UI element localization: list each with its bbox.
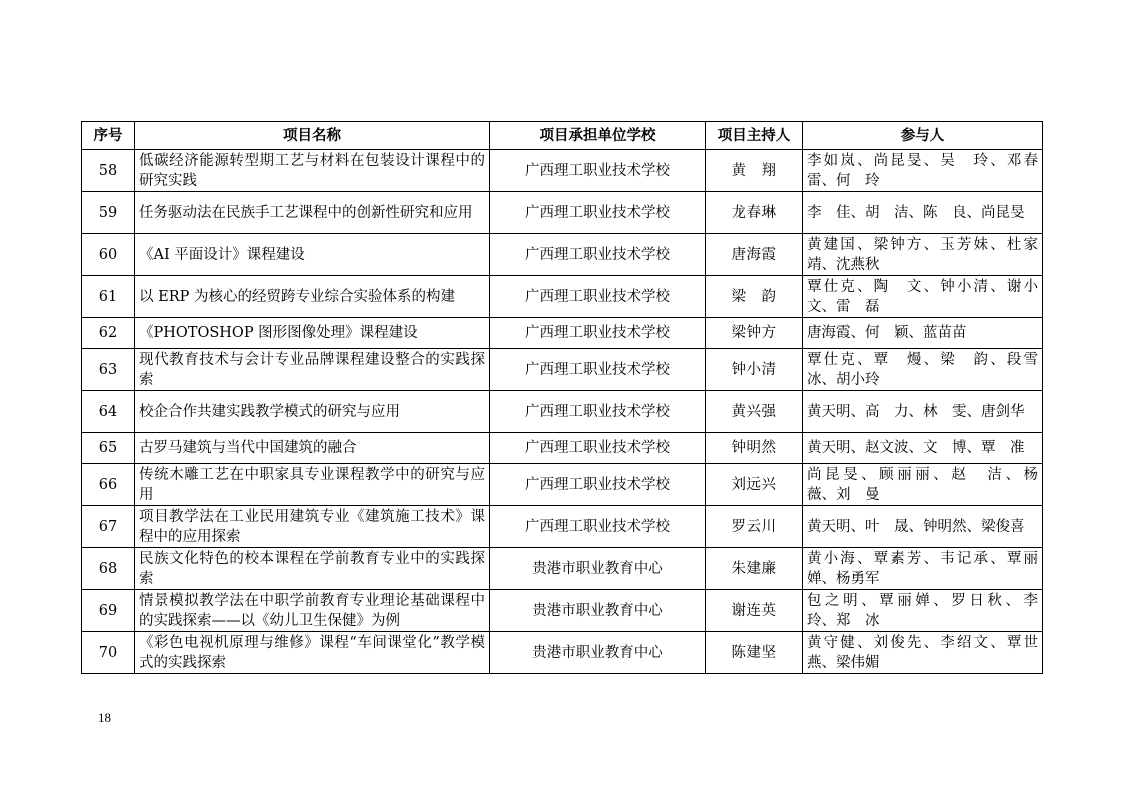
row-project-name: 低碳经济能源转型期工艺与材料在包装设计课程中的研究实践 xyxy=(135,150,490,192)
row-no: 66 xyxy=(82,464,135,506)
row-unit: 广西理工职业技术学校 xyxy=(490,391,706,433)
row-no: 67 xyxy=(82,506,135,548)
table-row xyxy=(82,234,1043,276)
table-row xyxy=(82,506,1043,548)
row-unit: 贵港市职业教育中心 xyxy=(490,590,706,632)
row-participants: 包之明、覃丽婵、罗日秋、李 玲、郑 冰 xyxy=(803,590,1043,632)
table-row xyxy=(82,548,1043,590)
row-no: 69 xyxy=(82,590,135,632)
row-project-name: 现代教育技术与会计专业品牌课程建设整合的实践探索 xyxy=(135,349,490,391)
row-unit: 广西理工职业技术学校 xyxy=(490,349,706,391)
row-participants: 覃仕克、陶 文、钟小清、谢小文、雷 磊 xyxy=(803,276,1043,318)
row-project-name: 民族文化特色的校本课程在学前教育专业中的实践探索 xyxy=(135,548,490,590)
row-project-name: 任务驱动法在民族手工艺课程中的创新性研究和应用 xyxy=(135,192,490,234)
row-no: 68 xyxy=(82,548,135,590)
row-project-name: 以 ERP 为核心的经贸跨专业综合实验体系的构建 xyxy=(135,276,490,318)
table-row xyxy=(82,192,1043,234)
row-unit: 贵港市职业教育中心 xyxy=(490,548,706,590)
row-unit: 广西理工职业技术学校 xyxy=(490,150,706,192)
row-project-name: 《彩色电视机原理与维修》课程“车间课堂化”教学模式的实践探索 xyxy=(135,632,490,674)
header-name: 项目名称 xyxy=(135,122,490,150)
row-host: 陈建坚 xyxy=(706,632,803,674)
header-unit: 项目承担单位学校 xyxy=(490,122,706,150)
row-unit: 贵港市职业教育中心 xyxy=(490,632,706,674)
row-unit: 广西理工职业技术学校 xyxy=(490,318,706,349)
row-participants: 黄建国、梁钟方、玉芳妹、杜家靖、沈燕秋 xyxy=(803,234,1043,276)
row-project-name: 古罗马建筑与当代中国建筑的融合 xyxy=(135,433,490,464)
row-project-name: 校企合作共建实践教学模式的研究与应用 xyxy=(135,391,490,433)
row-host: 黄兴强 xyxy=(706,391,803,433)
row-host: 唐海霞 xyxy=(706,234,803,276)
row-participants: 李如岚、尚昆旻、吴 玲、邓春雷、何 玲 xyxy=(803,150,1043,192)
header-no: 序号 xyxy=(82,122,135,150)
table-row xyxy=(82,150,1043,192)
row-project-name: 《PHOTOSHOP 图形图像处理》课程建设 xyxy=(135,318,490,349)
row-unit: 广西理工职业技术学校 xyxy=(490,464,706,506)
row-participants: 黄天明、赵文波、文 博、覃 准 xyxy=(803,433,1043,464)
row-unit: 广西理工职业技术学校 xyxy=(490,433,706,464)
row-host: 罗云川 xyxy=(706,506,803,548)
row-unit: 广西理工职业技术学校 xyxy=(490,506,706,548)
row-participants: 尚昆旻、顾丽丽、赵 洁、杨 薇、刘 曼 xyxy=(803,464,1043,506)
row-no: 59 xyxy=(82,192,135,234)
row-participants: 黄天明、叶 晟、钟明然、梁俊喜 xyxy=(803,506,1043,548)
row-participants: 黄天明、高 力、林 雯、唐剑华 xyxy=(803,391,1043,433)
row-participants: 唐海霞、何 颖、蓝苗苗 xyxy=(803,318,1043,349)
table-row xyxy=(82,632,1043,674)
page-number: 18 xyxy=(98,710,111,725)
row-no: 62 xyxy=(82,318,135,349)
table-row xyxy=(82,433,1043,464)
row-host: 梁 韵 xyxy=(706,276,803,318)
row-no: 70 xyxy=(82,632,135,674)
row-no: 61 xyxy=(82,276,135,318)
row-no: 58 xyxy=(82,150,135,192)
row-host: 钟明然 xyxy=(706,433,803,464)
row-participants: 黄小海、覃素芳、韦记承、覃丽婵、杨勇军 xyxy=(803,548,1043,590)
row-no: 64 xyxy=(82,391,135,433)
table-row xyxy=(82,590,1043,632)
row-participants: 黄守健、刘俊先、李绍文、覃世燕、梁伟媚 xyxy=(803,632,1043,674)
row-host: 龙春琳 xyxy=(706,192,803,234)
row-no: 60 xyxy=(82,234,135,276)
row-host: 刘远兴 xyxy=(706,464,803,506)
table-row xyxy=(82,318,1043,349)
row-host: 梁钟方 xyxy=(706,318,803,349)
project-table xyxy=(81,121,1053,674)
row-host: 黄 翔 xyxy=(706,150,803,192)
table-row xyxy=(82,349,1043,391)
row-project-name: 情景模拟教学法在中职学前教育专业理论基础课程中的实践探索——以《幼儿卫生保健》为例 xyxy=(135,590,490,632)
row-unit: 广西理工职业技术学校 xyxy=(490,276,706,318)
table-row xyxy=(82,464,1043,506)
table-row xyxy=(82,391,1043,433)
row-unit: 广西理工职业技术学校 xyxy=(490,234,706,276)
row-participants: 覃仕克、覃 熳、梁 韵、段雪冰、胡小玲 xyxy=(803,349,1043,391)
header-participants: 参与人 xyxy=(803,122,1043,150)
row-host: 钟小清 xyxy=(706,349,803,391)
row-project-name: 传统木雕工艺在中职家具专业课程教学中的研究与应用 xyxy=(135,464,490,506)
row-no: 65 xyxy=(82,433,135,464)
row-no: 63 xyxy=(82,349,135,391)
row-project-name: 《AI 平面设计》课程建设 xyxy=(135,234,490,276)
row-host: 朱建廉 xyxy=(706,548,803,590)
table-row xyxy=(82,276,1043,318)
header-host: 项目主持人 xyxy=(706,122,803,150)
row-unit: 广西理工职业技术学校 xyxy=(490,192,706,234)
row-project-name: 项目教学法在工业民用建筑专业《建筑施工技术》课程中的应用探索 xyxy=(135,506,490,548)
row-host: 谢连英 xyxy=(706,590,803,632)
table-header-row xyxy=(82,122,1043,150)
row-participants: 李 佳、胡 洁、陈 良、尚昆旻 xyxy=(803,192,1043,234)
